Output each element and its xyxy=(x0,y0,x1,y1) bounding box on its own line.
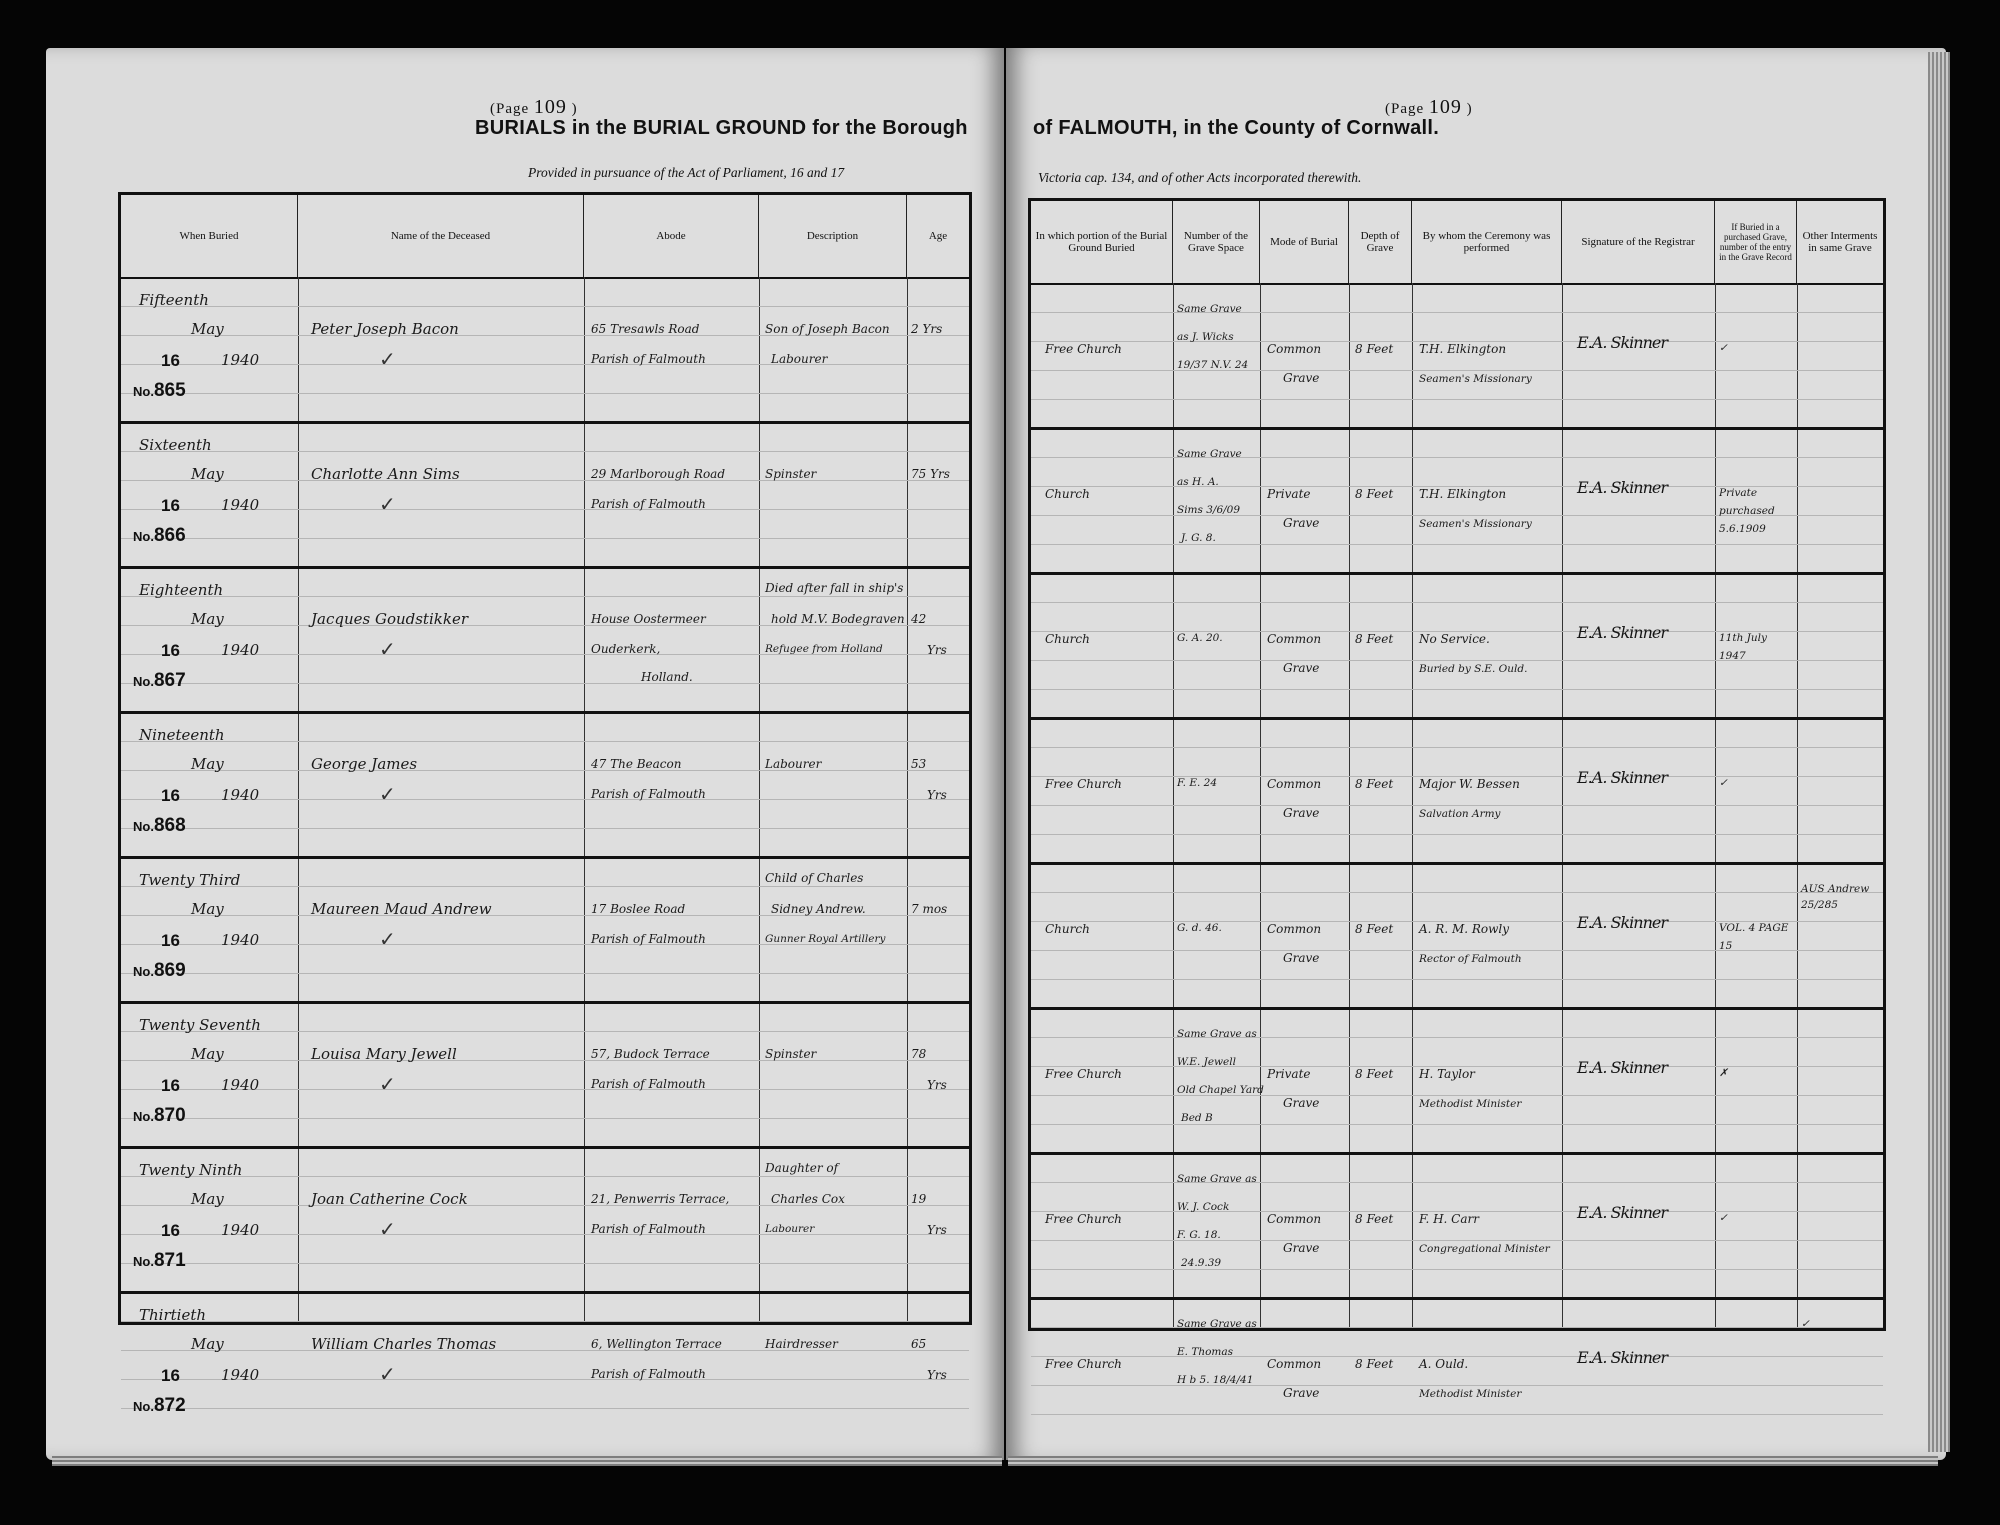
entry-year-prefix: 16 xyxy=(161,496,180,515)
age-unit: Yrs xyxy=(927,1223,947,1237)
header-row-right xyxy=(1031,201,1883,285)
burial-mode-grave: Grave xyxy=(1283,516,1320,530)
ruled-line xyxy=(121,480,969,481)
age: 75 Yrs xyxy=(911,467,950,481)
grave-space-4: J. G. 8. xyxy=(1181,532,1216,544)
page-number-right xyxy=(1385,96,1473,119)
ruled-line xyxy=(1031,399,1883,400)
burial-mode-grave: Grave xyxy=(1283,661,1320,675)
col-depth: Depth of Grave xyxy=(1349,201,1412,283)
row-separator xyxy=(121,711,969,714)
row-separator xyxy=(1031,427,1883,430)
grave-depth: 8 Feet xyxy=(1355,1067,1394,1081)
burial-mode: Private xyxy=(1267,487,1311,501)
registrar-signature: E.A. Skinner xyxy=(1577,478,1667,497)
ruled-line xyxy=(1031,457,1883,458)
abode-line-1: 47 The Beacon xyxy=(591,757,682,771)
abode-line-2: Parish of Falmouth xyxy=(591,1222,706,1236)
row-separator xyxy=(121,1146,969,1149)
entry-year-prefix: 16 xyxy=(161,1076,180,1095)
ceremony-by-role: Salvation Army xyxy=(1419,808,1501,820)
ruled-line xyxy=(121,1408,969,1409)
ruled-line xyxy=(1031,370,1883,371)
description-line-2: hold M.V. Bodegraven xyxy=(771,612,905,626)
ceremony-by-role: Seamen's Missionary xyxy=(1419,373,1532,385)
ceremony-by: A. R. M. Rowly xyxy=(1419,922,1510,936)
burial-mode-grave: Grave xyxy=(1283,806,1320,820)
burial-portion: Free Church xyxy=(1045,1067,1122,1081)
description-line-3: Refugee from Holland xyxy=(765,643,883,655)
ruled-line xyxy=(1031,1414,1883,1415)
entry-year-prefix: 16 xyxy=(161,351,180,370)
grave-space-3: Old Chapel Yard xyxy=(1177,1084,1264,1096)
grave-depth: 8 Feet xyxy=(1355,487,1394,501)
other-interments: AUS Andrew 25/285 xyxy=(1801,883,1870,911)
ceremony-by: Major W. Bessen xyxy=(1419,777,1520,791)
deceased-name: Peter Joseph Bacon xyxy=(311,320,459,338)
burial-mode: Common xyxy=(1267,342,1322,356)
description-line-1: Spinster xyxy=(765,1047,817,1061)
purchased-grave-entry: 11th July 1947 xyxy=(1719,632,1767,662)
deceased-name: Louisa Mary Jewell xyxy=(311,1045,457,1063)
grave-space-2: W.E. Jewell xyxy=(1177,1056,1236,1068)
entry-number-prefix: No. xyxy=(133,1109,154,1124)
entry-month: May xyxy=(191,1335,224,1353)
description-line-3: Labourer xyxy=(765,1223,815,1235)
ruled-line xyxy=(1031,689,1883,690)
checkmark: ✓ xyxy=(379,637,396,661)
entry-day: Thirtieth xyxy=(139,1306,207,1324)
age: 42 xyxy=(911,612,927,626)
row-separator xyxy=(121,1291,969,1294)
other-interments: ✓ xyxy=(1801,1318,1810,1330)
row-separator xyxy=(1031,862,1883,865)
title-right: of FALMOUTH, in the County of Cornwall. xyxy=(1033,117,1440,139)
registrar-signature: E.A. Skinner xyxy=(1577,1058,1667,1077)
registrar-signature: E.A. Skinner xyxy=(1577,1348,1667,1367)
entry-month: May xyxy=(191,1045,224,1063)
checkmark: ✓ xyxy=(379,492,396,516)
entry-number-value: 871 xyxy=(153,1250,186,1271)
deceased-name: Maureen Maud Andrew xyxy=(311,900,492,918)
entry-year: 1940 xyxy=(221,496,260,514)
entry-day: Twenty Seventh xyxy=(139,1016,261,1034)
col-portion: In which portion of the Burial Ground Buried xyxy=(1031,201,1173,283)
ruled-line xyxy=(1031,602,1883,603)
description-line-1: Son of Joseph Bacon xyxy=(765,322,890,336)
entry-month: May xyxy=(191,320,224,338)
purchased-grave-entry: ✓ xyxy=(1719,342,1728,354)
ceremony-by-role: Methodist Minister xyxy=(1419,1098,1522,1110)
age-unit: Yrs xyxy=(927,1078,947,1092)
description-line-1: Daughter of xyxy=(765,1161,839,1175)
ceremony-by-role: Rector of Falmouth xyxy=(1419,953,1522,965)
ceremony-by-role: Congregational Minister xyxy=(1419,1243,1550,1255)
grave-space-4: 24.9.39 xyxy=(1181,1257,1222,1269)
entry-year-prefix: 16 xyxy=(161,931,180,950)
entry-year: 1940 xyxy=(221,641,260,659)
ruled-line xyxy=(1031,312,1883,313)
grave-space-1: Same Grave as xyxy=(1177,1318,1257,1330)
checkmark: ✓ xyxy=(379,1217,396,1241)
abode-line-1: 65 Tresawls Road xyxy=(591,322,700,336)
grave-space-1: F. E. 24 xyxy=(1177,777,1218,789)
purchased-grave-entry: VOL. 4 PAGE 15 xyxy=(1719,922,1789,952)
entry-number xyxy=(133,670,186,692)
ceremony-by: T.H. Elkington xyxy=(1419,487,1507,501)
entry-day: Twenty Ninth xyxy=(139,1161,243,1179)
ruled-line xyxy=(121,770,969,771)
abode-line-2: Parish of Falmouth xyxy=(591,497,706,511)
col-grave-space: Number of the Grave Space xyxy=(1173,201,1260,283)
abode-line-2: Parish of Falmouth xyxy=(591,352,706,366)
registrar-signature: E.A. Skinner xyxy=(1577,913,1667,932)
entry-number-prefix: No. xyxy=(133,384,154,399)
ruled-line xyxy=(1031,1124,1883,1125)
page-number-left xyxy=(490,96,578,119)
grave-space-2: as H. A. xyxy=(1177,476,1219,488)
checkmark: ✓ xyxy=(379,1072,396,1096)
abode-line-1: 21, Penwerris Terrace, xyxy=(591,1192,730,1206)
description-line-1: Spinster xyxy=(765,467,817,481)
burial-portion: Free Church xyxy=(1045,1357,1122,1371)
entry-number-prefix: No. xyxy=(133,674,154,689)
col-other: Other Interments in same Grave xyxy=(1802,230,1878,254)
age-unit: Yrs xyxy=(927,643,947,657)
age: 2 Yrs xyxy=(911,322,943,336)
abode-line-2: Parish of Falmouth xyxy=(591,932,706,946)
entry-year: 1940 xyxy=(221,1221,260,1239)
ruled-line xyxy=(1031,979,1883,980)
ruled-line xyxy=(121,683,969,684)
burial-mode-grave: Grave xyxy=(1283,951,1320,965)
entry-month: May xyxy=(191,900,224,918)
burial-portion: Free Church xyxy=(1045,1212,1122,1226)
col-purchased: If Buried in a purchased Grave, number of the entry in the Grave Record xyxy=(1715,201,1797,283)
entry-number xyxy=(133,1395,186,1417)
ruled-line xyxy=(121,1263,969,1264)
ruled-line xyxy=(1031,1327,1883,1328)
grave-depth: 8 Feet xyxy=(1355,777,1394,791)
abode-line-2: Parish of Falmouth xyxy=(591,1367,706,1381)
entry-number-prefix: No. xyxy=(133,964,154,979)
entry-year-prefix: 16 xyxy=(161,1366,180,1385)
entry-year: 1940 xyxy=(221,1366,260,1384)
page-label: (Page xyxy=(490,101,530,117)
col-when-buried: When Buried xyxy=(121,195,298,277)
age: 19 xyxy=(911,1192,927,1206)
age: 78 xyxy=(911,1047,927,1061)
grave-depth: 8 Feet xyxy=(1355,1357,1394,1371)
deceased-name: George James xyxy=(311,755,418,773)
ruled-line xyxy=(1031,1240,1883,1241)
description-line-1: Child of Charles xyxy=(765,871,864,885)
row-separator xyxy=(1031,717,1883,720)
grave-space-3: H b 5. 18/4/41 xyxy=(1177,1374,1254,1386)
entry-number xyxy=(133,815,186,837)
col-mode: Mode of Burial xyxy=(1260,201,1349,283)
entry-number xyxy=(133,525,186,547)
ceremony-by-role: Seamen's Missionary xyxy=(1419,518,1532,530)
burial-mode: Common xyxy=(1267,632,1322,646)
entry-number-value: 870 xyxy=(153,1105,186,1126)
register-table-left xyxy=(118,192,972,1416)
deceased-name: William Charles Thomas xyxy=(311,1335,497,1353)
ceremony-by: A. Ould. xyxy=(1419,1357,1469,1371)
burial-mode: Private xyxy=(1267,1067,1311,1081)
registrar-signature: E.A. Skinner xyxy=(1577,623,1667,642)
row-separator xyxy=(121,856,969,859)
entry-year: 1940 xyxy=(221,786,260,804)
col-age: Age xyxy=(928,230,948,242)
entry-year: 1940 xyxy=(221,351,260,369)
burial-mode: Common xyxy=(1267,1212,1322,1226)
grave-space-1: Same Grave as xyxy=(1177,1173,1257,1185)
checkmark: ✓ xyxy=(379,782,396,806)
registrar-signature: E.A. Skinner xyxy=(1577,333,1667,352)
burial-mode: Common xyxy=(1267,922,1322,936)
burial-portion: Church xyxy=(1045,632,1090,646)
burial-portion: Free Church xyxy=(1045,777,1122,791)
row-separator xyxy=(1031,1297,1883,1300)
abode-line-1: 57, Budock Terrace xyxy=(591,1047,710,1061)
ruled-line xyxy=(121,1176,969,1177)
abode-line-1: 6, Wellington Terrace xyxy=(591,1337,722,1351)
deceased-name: Joan Catherine Cock xyxy=(311,1190,468,1208)
title-left: BURIALS in the BURIAL GROUND for the Borough xyxy=(475,117,968,139)
burial-portion: Church xyxy=(1045,922,1090,936)
grave-space-3: F. G. 18. xyxy=(1177,1229,1221,1241)
entry-number-value: 869 xyxy=(153,960,186,981)
ruled-line xyxy=(1031,1269,1883,1270)
row-separator xyxy=(1031,1152,1883,1155)
entry-month: May xyxy=(191,755,224,773)
entry-month: May xyxy=(191,1190,224,1208)
abode-line-2: Ouderkerk, xyxy=(591,642,661,656)
description-line-3: Gunner Royal Artillery xyxy=(765,933,886,945)
ruled-line xyxy=(121,1060,969,1061)
ruled-line xyxy=(1031,892,1883,893)
entry-month: May xyxy=(191,610,224,628)
deceased-name: Charlotte Ann Sims xyxy=(311,465,460,483)
purchased-grave-entry: ✓ xyxy=(1719,1212,1728,1224)
deceased-name: Jacques Goudstikker xyxy=(311,610,468,628)
ruled-line xyxy=(121,451,969,452)
entry-number xyxy=(133,960,186,982)
ruled-line xyxy=(1031,834,1883,835)
entry-number-value: 867 xyxy=(153,670,186,691)
burial-portion: Church xyxy=(1045,487,1090,501)
grave-space-1: Same Grave xyxy=(1177,303,1242,315)
ruled-line xyxy=(121,596,969,597)
grave-space-1: Same Grave xyxy=(1177,448,1242,460)
entry-number-prefix: No. xyxy=(133,529,154,544)
ceremony-by: No Service. xyxy=(1419,632,1490,646)
grave-space-2: as J. Wicks xyxy=(1177,331,1234,343)
col-registrar: Signature of the Registrar xyxy=(1562,201,1715,283)
left-page-bottom-edge xyxy=(52,1456,1002,1466)
ceremony-by: T.H. Elkington xyxy=(1419,342,1507,356)
page-close: ) xyxy=(1466,101,1473,117)
ceremony-by-role: Methodist Minister xyxy=(1419,1388,1522,1400)
entry-year-prefix: 16 xyxy=(161,1221,180,1240)
ruled-line xyxy=(1031,1385,1883,1386)
grave-depth: 8 Feet xyxy=(1355,1212,1394,1226)
grave-depth: 8 Feet xyxy=(1355,922,1394,936)
grave-space-3: 19/37 N.V. 24 xyxy=(1177,359,1249,371)
row-separator xyxy=(1031,1007,1883,1010)
ruled-line xyxy=(121,538,969,539)
age-unit: Yrs xyxy=(927,788,947,802)
registrar-signature: E.A. Skinner xyxy=(1577,1203,1667,1222)
abode-line-1: 29 Marlborough Road xyxy=(591,467,726,481)
description-line-1: Hairdresser xyxy=(765,1337,838,1351)
grave-space-3: Sims 3/6/09 xyxy=(1177,504,1241,516)
grave-space-4: Bed B xyxy=(1181,1112,1213,1124)
checkmark: ✓ xyxy=(379,347,396,371)
ruled-line xyxy=(1031,1037,1883,1038)
entry-number-prefix: No. xyxy=(133,1399,154,1414)
age-unit: Yrs xyxy=(927,1368,947,1382)
ruled-line xyxy=(1031,805,1883,806)
abode-line-2: Parish of Falmouth xyxy=(591,787,706,801)
burial-mode: Common xyxy=(1267,777,1322,791)
description-line-1: Died after fall in ship's xyxy=(765,581,904,595)
ceremony-by-role: Buried by S.E. Ould. xyxy=(1419,663,1528,675)
age: 7 mos xyxy=(911,902,948,916)
abode-line-3: Holland. xyxy=(641,670,693,684)
burial-mode-grave: Grave xyxy=(1283,1386,1320,1400)
provided-right: Victoria cap. 134, and of other Acts incorporated therewith. xyxy=(1038,170,1362,185)
row-separator xyxy=(1031,572,1883,575)
entry-month: May xyxy=(191,465,224,483)
ruled-line xyxy=(121,1321,969,1322)
ceremony-by: H. Taylor xyxy=(1419,1067,1475,1081)
entry-day: Nineteenth xyxy=(139,726,225,744)
col-description: Description xyxy=(759,195,907,277)
page-close: ) xyxy=(571,101,578,117)
entry-year-prefix: 16 xyxy=(161,786,180,805)
ceremony-by: F. H. Carr xyxy=(1419,1212,1479,1226)
grave-depth: 8 Feet xyxy=(1355,632,1394,646)
ruled-line xyxy=(121,886,969,887)
registrar-signature: E.A. Skinner xyxy=(1577,768,1667,787)
row-separator xyxy=(121,1001,969,1004)
entry-number-value: 865 xyxy=(153,380,186,401)
ruled-line xyxy=(121,1118,969,1119)
burial-mode: Common xyxy=(1267,1357,1322,1371)
entry-day: Sixteenth xyxy=(139,436,212,454)
entry-number-value: 872 xyxy=(153,1395,186,1416)
ruled-line xyxy=(1031,747,1883,748)
ruled-line xyxy=(121,306,969,307)
ruled-line xyxy=(121,741,969,742)
col-name: Name of the Deceased xyxy=(298,195,584,277)
ruled-line xyxy=(1031,1182,1883,1183)
col-abode: Abode xyxy=(584,195,759,277)
entry-number xyxy=(133,380,186,402)
ruled-line xyxy=(121,973,969,974)
abode-line-1: 17 Boslee Road xyxy=(591,902,686,916)
page-label: (Page xyxy=(1385,101,1425,117)
description-line-2: Sidney Andrew. xyxy=(771,902,866,916)
description-line-2: Charles Cox xyxy=(771,1192,845,1206)
ruled-line xyxy=(121,1350,969,1351)
burial-mode-grave: Grave xyxy=(1283,371,1320,385)
ruled-line xyxy=(121,828,969,829)
grave-space-2: E. Thomas xyxy=(1177,1346,1234,1358)
entry-year-prefix: 16 xyxy=(161,641,180,660)
grave-depth: 8 Feet xyxy=(1355,342,1394,356)
description-line-2: Labourer xyxy=(771,352,828,366)
entry-year: 1940 xyxy=(221,931,260,949)
entry-number-value: 868 xyxy=(153,815,186,836)
entry-number-prefix: No. xyxy=(133,1254,154,1269)
grave-space-1: G. d. 46. xyxy=(1177,922,1222,934)
entry-number-prefix: No. xyxy=(133,819,154,834)
age: 65 xyxy=(911,1337,927,1351)
description-line-1: Labourer xyxy=(765,757,822,771)
entry-number xyxy=(133,1105,186,1127)
abode-line-1: House Oostermeer xyxy=(591,612,706,626)
purchased-grave-entry: ✓ xyxy=(1719,777,1728,789)
entry-year: 1940 xyxy=(221,1076,260,1094)
page-number-value: 109 xyxy=(1428,96,1462,118)
purchased-grave-entry: Private purchased 5.6.1909 xyxy=(1719,487,1775,535)
grave-space-1: G. A. 20. xyxy=(1177,632,1223,644)
col-ceremony: By whom the Ceremony was performed xyxy=(1412,201,1562,283)
age: 53 xyxy=(911,757,927,771)
entry-day: Eighteenth xyxy=(139,581,224,599)
ruled-line xyxy=(121,393,969,394)
row-separator xyxy=(121,566,969,569)
grave-space-2: W. J. Cock xyxy=(1177,1201,1230,1213)
grave-space-1: Same Grave as xyxy=(1177,1028,1257,1040)
purchased-grave-entry: ✗ xyxy=(1719,1067,1728,1079)
right-page-bottom-edge xyxy=(1008,1456,1938,1466)
burial-mode-grave: Grave xyxy=(1283,1096,1320,1110)
checkmark: ✓ xyxy=(379,1362,396,1386)
burial-mode-grave: Grave xyxy=(1283,1241,1320,1255)
page-number-value: 109 xyxy=(533,96,567,118)
checkmark: ✓ xyxy=(379,927,396,951)
burial-portion: Free Church xyxy=(1045,342,1122,356)
page-edges xyxy=(1928,52,1950,1452)
entry-day: Fifteenth xyxy=(139,291,209,309)
ruled-line xyxy=(1031,544,1883,545)
register-table-right xyxy=(1028,198,1886,1400)
entry-number xyxy=(133,1250,186,1272)
entry-number-value: 866 xyxy=(153,525,186,546)
row-separator xyxy=(121,421,969,424)
ruled-line xyxy=(1031,1095,1883,1096)
header-row-left xyxy=(121,195,969,279)
entry-day: Twenty Third xyxy=(139,871,241,889)
abode-line-2: Parish of Falmouth xyxy=(591,1077,706,1091)
provided-left: Provided in pursuance of the Act of Parliament, 16 and 17 xyxy=(528,165,845,180)
